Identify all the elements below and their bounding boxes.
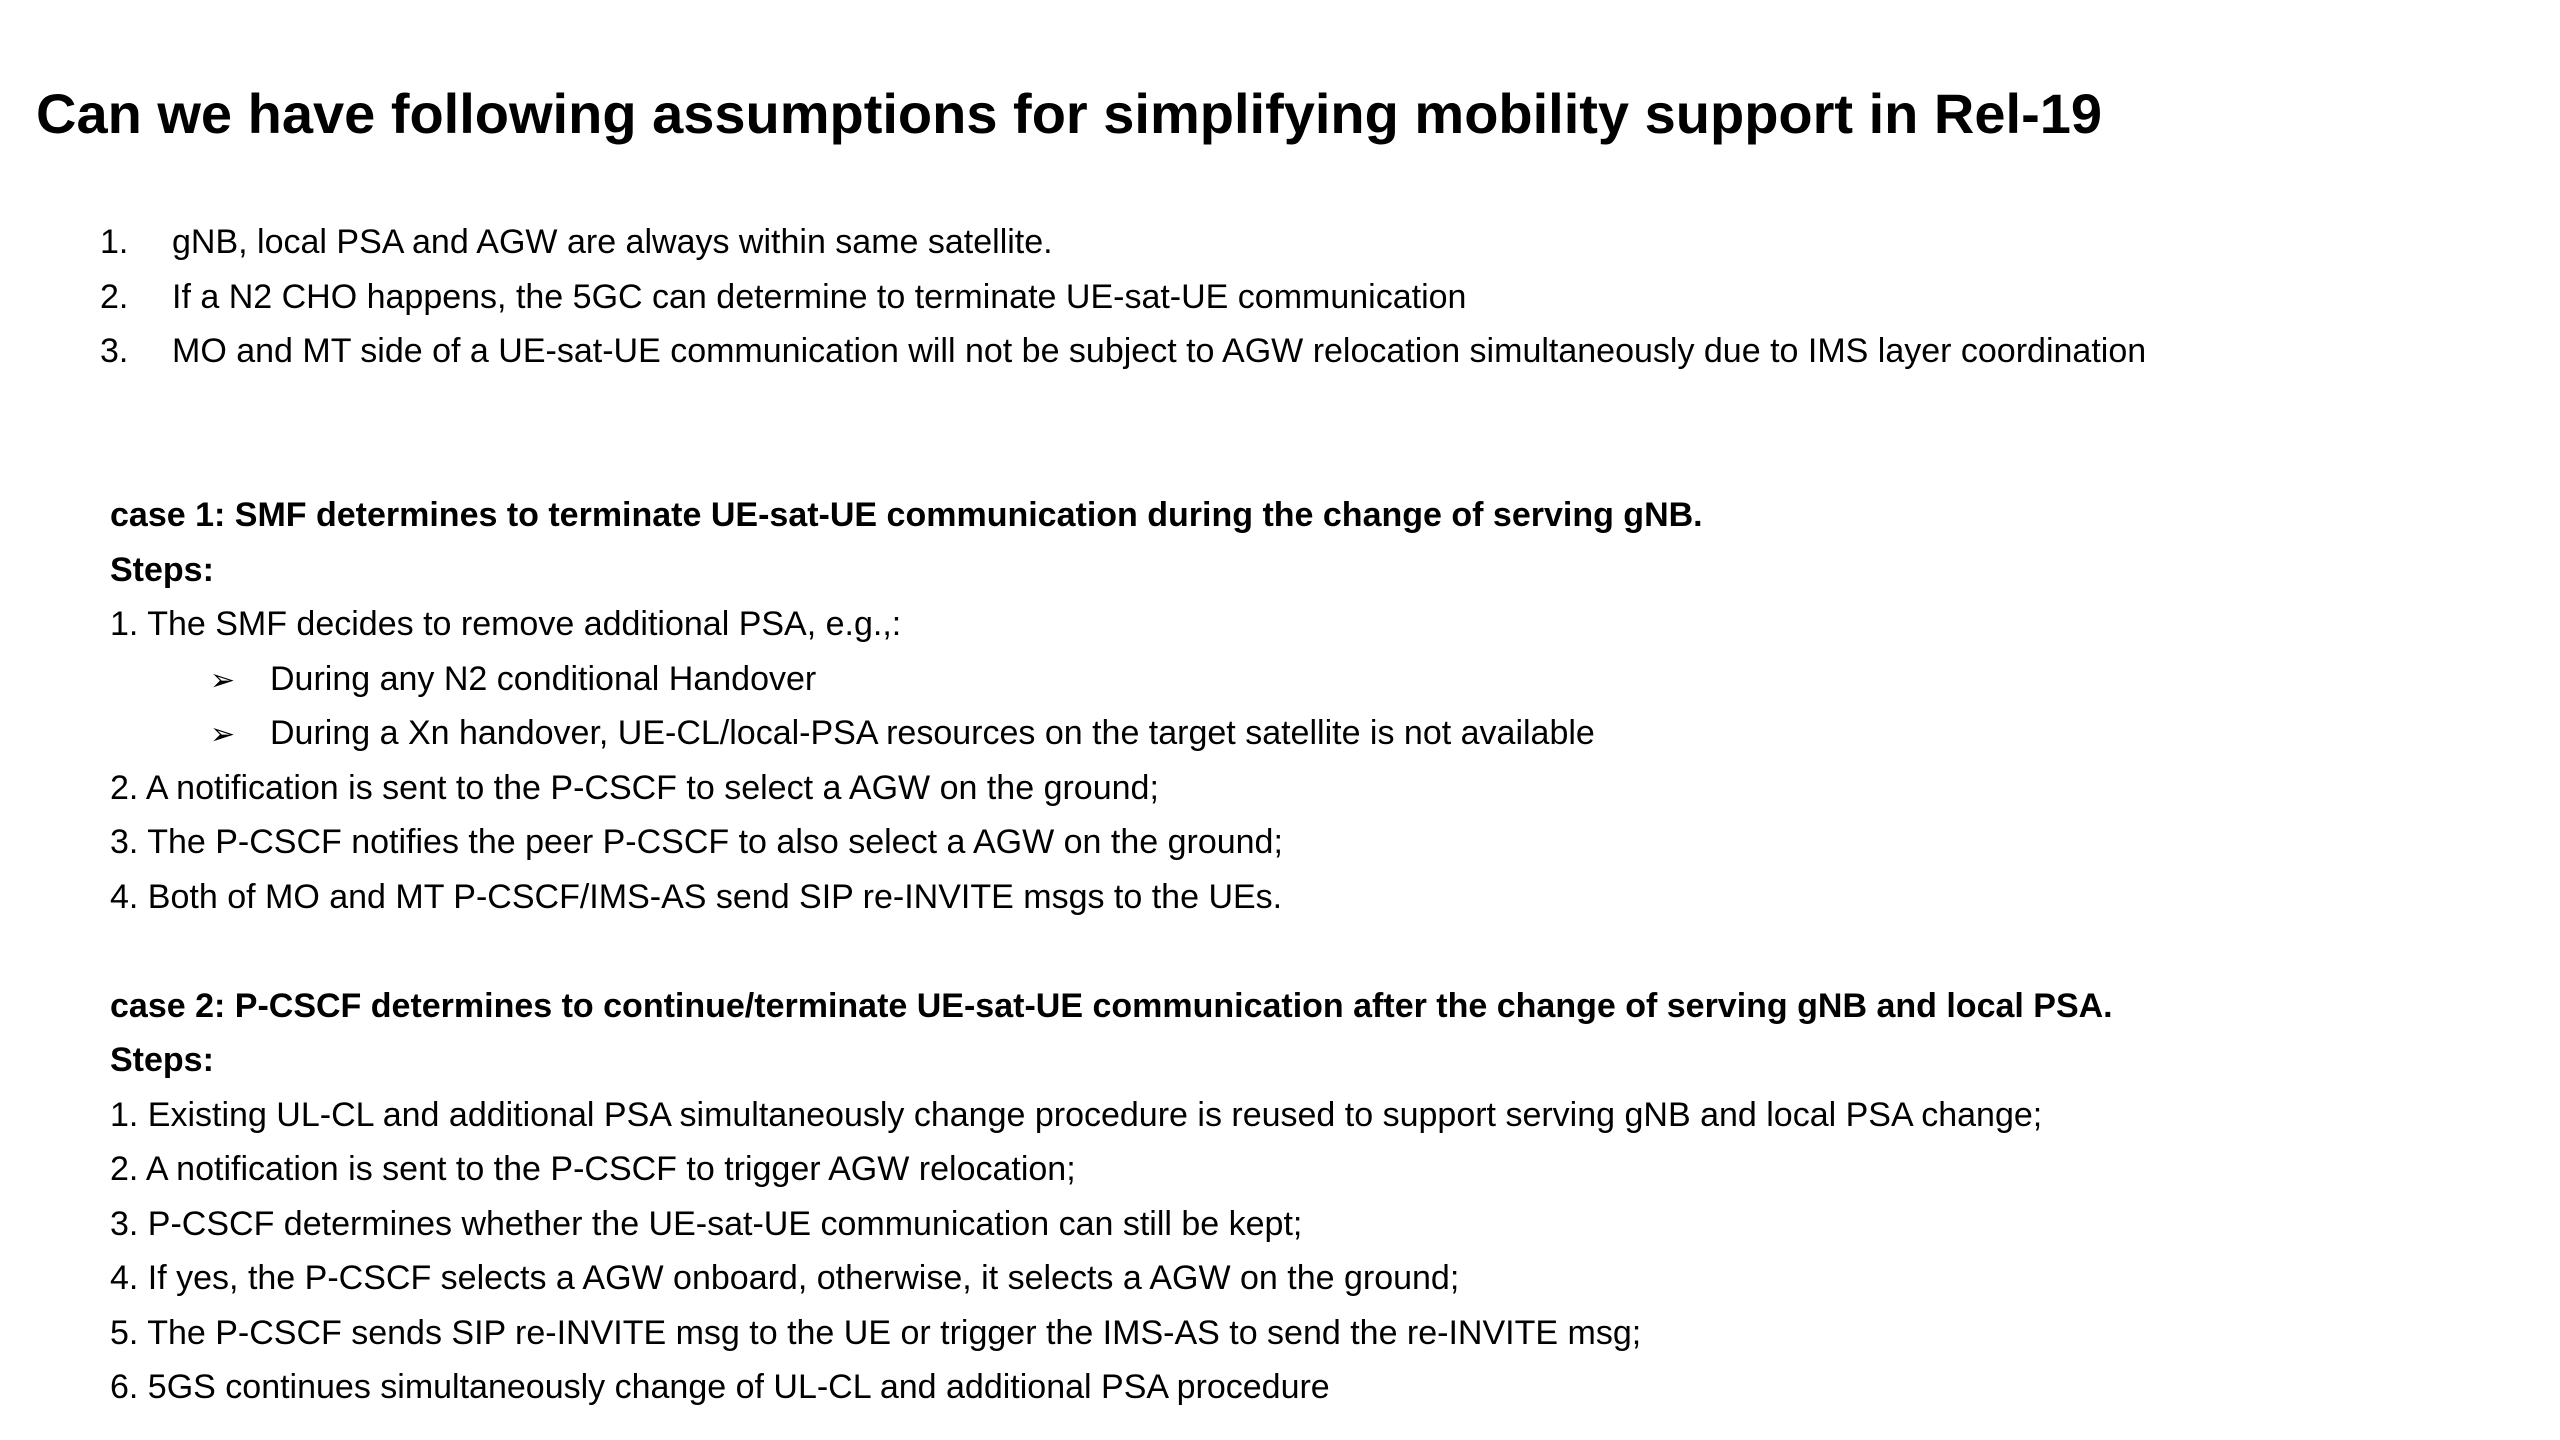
case2-step: 3. P-CSCF determines whether the UE-sat-UE communication can still be kept; — [110, 1204, 1303, 1243]
assumption-number: 1. — [100, 223, 129, 261]
assumption-item — [100, 270, 2146, 325]
case1-steps-label: Steps: — [110, 550, 214, 589]
assumptions-list — [100, 215, 2146, 379]
case2-step: 5. The P-CSCF sends SIP re-INVITE msg to the UE or trigger the IMS-AS to send the re-INVITE msg; — [110, 1313, 1642, 1352]
case2-step: 6. 5GS continues simultaneously change of UL-CL and additional PSA procedure — [110, 1368, 1330, 1406]
case1-step: 2. A notification is sent to the P-CSCF to select a AGW on the ground; — [110, 768, 1159, 807]
case2-steps-label: Steps: — [110, 1041, 214, 1079]
case2-heading: case 2: P-CSCF determines to continue/terminate UE-sat-UE communication after the change of serving gNB and local PSA. — [110, 986, 2113, 1025]
case2-step: 4. If yes, the P-CSCF selects a AGW onboard, otherwise, it selects a AGW on the ground; — [110, 1259, 1460, 1297]
assumption-number: 2. — [100, 277, 129, 316]
assumption-text: gNB, local PSA and AGW are always within same satellite. — [172, 223, 1053, 261]
case1-bullet-text: During a Xn handover, UE-CL/local-PSA resources on the target satellite is not available — [270, 714, 1595, 752]
case1-heading: case 1: SMF determines to terminate UE-sat-UE communication during the change of serving gNB. — [110, 496, 1703, 534]
assumption-text: If a N2 CHO happens, the 5GC can determine to terminate UE-sat-UE communication — [172, 277, 1467, 316]
case1-step: 3. The P-CSCF notifies the peer P-CSCF to also select a AGW on the ground; — [110, 823, 1283, 861]
assumption-text: MO and MT side of a UE-sat-UE communication will not be subject to AGW relocation simultaneously due to IMS layer coordination — [172, 332, 2147, 370]
section-spacer — [110, 924, 2113, 979]
case1-bullet-item — [110, 652, 2113, 707]
assumption-item — [100, 324, 2146, 379]
case1-step: 1. The SMF decides to remove additional PSA, e.g.,: — [110, 605, 902, 643]
assumption-item — [100, 215, 2146, 270]
case1-step: 4. Both of MO and MT P-CSCF/IMS-AS send SIP re-INVITE msgs to the UEs. — [110, 877, 1283, 916]
case2-step: 2. A notification is sent to the P-CSCF to trigger AGW relocation; — [110, 1150, 1076, 1188]
arrow-bullet-icon: ➢ — [210, 718, 236, 751]
case2-step: 1. Existing UL-CL and additional PSA simultaneously change procedure is reused to support serving gNB and local PSA change; — [110, 1095, 2043, 1134]
case1-bullet-text: During any N2 conditional Handover — [270, 659, 817, 698]
slide-title: Can we have following assumptions for simplifying mobility support in Rel-19 — [36, 82, 2103, 145]
arrow-bullet-icon: ➢ — [210, 663, 236, 697]
case1-bullet-item — [110, 706, 2113, 761]
cases-section — [110, 488, 2113, 1415]
assumption-number: 3. — [100, 332, 129, 370]
